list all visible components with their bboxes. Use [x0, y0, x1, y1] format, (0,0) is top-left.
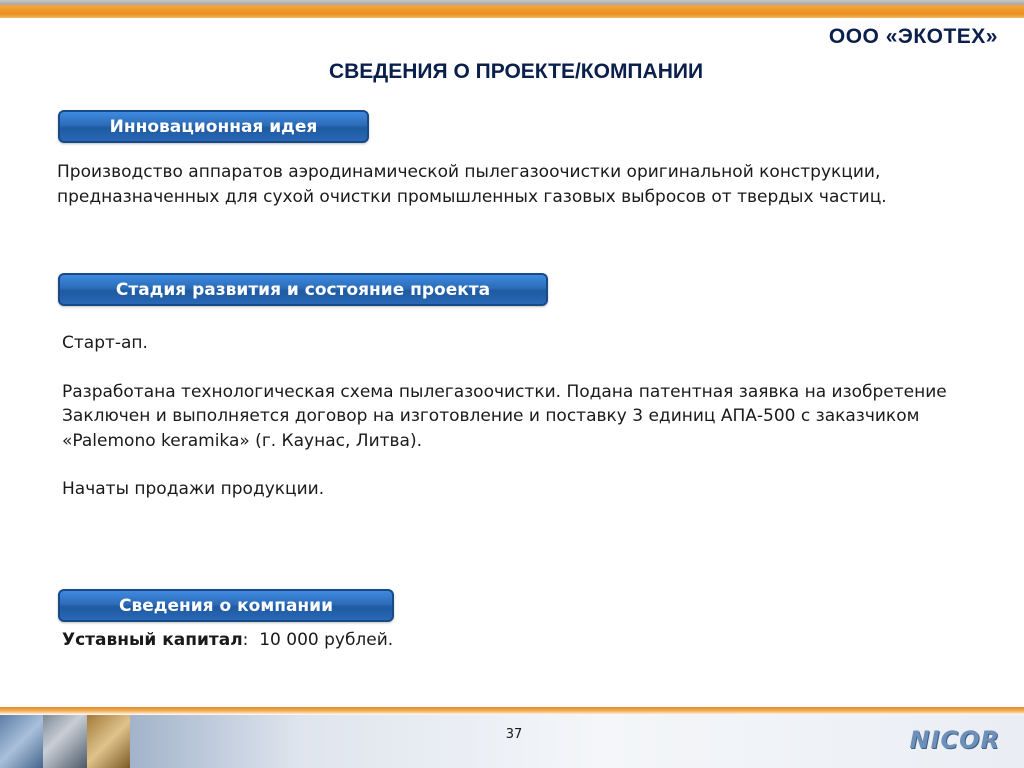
section-header-company: [58, 589, 394, 622]
capital-separator: :: [242, 630, 249, 650]
company-info: [62, 628, 962, 653]
company-name: ООО «ЭКОТЕХ»: [828, 25, 998, 48]
stage-description: [62, 331, 974, 502]
section-header-stage: [58, 273, 548, 306]
idea-text: Производство аппаратов аэродинамической пылегазоочистки оригинальной конструкции, предназначенных для сухой очистки промышленных газовых выбросов от твердых частиц.: [57, 162, 887, 207]
section-header-idea: [58, 110, 369, 143]
idea-description: [57, 160, 972, 209]
top-decorative-bar: [0, 0, 1024, 18]
stage-progress-text: Разработана технологическая схема пылегазоочистки. Подана патентная заявка на изобретение Заключен и выполняется договор на изготовление и поставку 3 единиц АПА-500 с заказчиком «Palemono keramika» (г. Каунас, Литва).: [62, 381, 947, 451]
stage-sales-text: Начаты продажи продукции.: [62, 479, 325, 499]
stage-startup-text: Старт-ап.: [62, 333, 148, 353]
capital-label: Уставный капитал: [62, 630, 243, 650]
page-number: 37: [505, 727, 523, 742]
capital-line: [62, 628, 962, 653]
section-header-stage-label: Стадия развития и состояние проекта: [115, 279, 491, 300]
capital-value: 10 000 рублей.: [248, 630, 394, 650]
nicor-logo: NICOR: [909, 726, 1000, 754]
section-header-company-label: Сведения о компании: [118, 595, 333, 616]
section-header-idea-label: Инновационная идея: [109, 116, 318, 137]
page-title: СВЕДЕНИЯ О ПРОЕКТЕ/КОМПАНИИ: [328, 60, 704, 83]
